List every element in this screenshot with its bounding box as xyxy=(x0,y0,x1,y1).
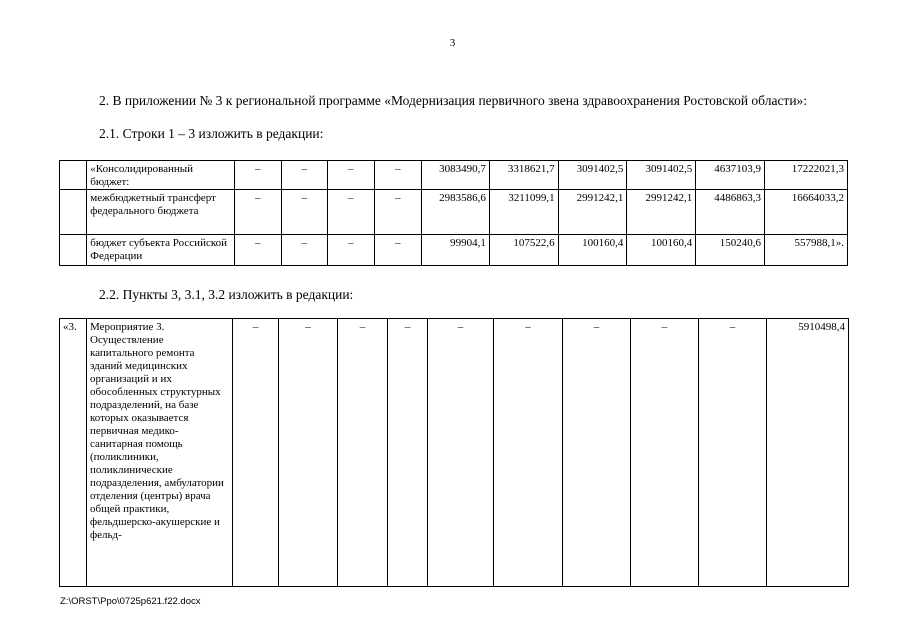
dash-cell: – xyxy=(699,319,767,587)
item-number-cell: «3. xyxy=(60,319,87,587)
value-cell: 3083490,7 xyxy=(422,161,490,190)
dash-cell: – xyxy=(428,319,494,587)
file-path-footer: Z:\ORST\Ppo\0725p621.f22.docx xyxy=(60,596,201,607)
dash-cell: – xyxy=(374,235,422,266)
value-cell: 4486863,3 xyxy=(696,190,765,235)
table-row xyxy=(60,161,848,190)
value-cell: 3091402,5 xyxy=(627,161,696,190)
dash-cell: – xyxy=(281,190,328,235)
value-cell: 107522,6 xyxy=(489,235,558,266)
dash-cell: – xyxy=(631,319,699,587)
dash-cell: – xyxy=(234,161,281,190)
value-cell: 557988,1». xyxy=(764,235,847,266)
dash-cell: – xyxy=(563,319,631,587)
value-cell: 150240,6 xyxy=(696,235,765,266)
dash-cell: – xyxy=(234,190,281,235)
row-label-cell: бюджет субъекта Российской Федерации xyxy=(87,235,235,266)
value-cell: 2991242,1 xyxy=(558,190,627,235)
dash-cell: – xyxy=(233,319,279,587)
budget-table xyxy=(59,160,848,266)
row-number-cell xyxy=(60,161,87,190)
paragraph-lines-1-3: 2.1. Строки 1 – 3 изложить в редакции: xyxy=(99,126,324,141)
row-number-cell xyxy=(60,190,87,235)
item-label-cell: Мероприятие 3. Осуществление капитального ремонта зданий медицинских организаций и их обособленных структурных подразделений, на базе которых оказывается первичная медико-санитарная помощь (поликлиники, поликлинические подразделения, амбулатории отделения (центры) врача общей практики, фельдшерско-акушерские и фельд- xyxy=(87,319,233,587)
dash-cell: – xyxy=(494,319,563,587)
dash-cell: – xyxy=(281,235,328,266)
value-cell: 99904,1 xyxy=(422,235,490,266)
table-row xyxy=(60,319,849,587)
value-cell: 100160,4 xyxy=(558,235,627,266)
table-row xyxy=(60,190,848,235)
dash-cell: – xyxy=(374,190,422,235)
dash-cell: – xyxy=(328,235,375,266)
value-cell: 16664033,2 xyxy=(764,190,847,235)
value-cell: 4637103,9 xyxy=(696,161,765,190)
measure-table xyxy=(59,318,849,587)
paragraph-appendix-3: 2. В приложении № 3 к региональной программе «Модернизация первичного звена здравоохранения Ростовской области»: xyxy=(99,93,808,108)
row-label-cell: «Консолидированный бюджет: xyxy=(87,161,235,190)
value-cell: 3091402,5 xyxy=(558,161,627,190)
dash-cell: – xyxy=(374,161,422,190)
dash-cell: – xyxy=(328,161,375,190)
dash-cell: – xyxy=(234,235,281,266)
dash-cell: – xyxy=(281,161,328,190)
page-number: 3 xyxy=(449,37,456,49)
value-cell: 2991242,1 xyxy=(627,190,696,235)
table-row xyxy=(60,235,848,266)
dash-cell: – xyxy=(279,319,338,587)
row-label-cell: межбюджетный трансферт федерального бюджета xyxy=(87,190,235,235)
dash-cell: – xyxy=(338,319,388,587)
paragraph-items-3: 2.2. Пункты 3, 3.1, 3.2 изложить в редакции: xyxy=(99,287,354,302)
total-value-cell: 5910498,4 xyxy=(767,319,849,587)
value-cell: 3211099,1 xyxy=(489,190,558,235)
dash-cell: – xyxy=(388,319,428,587)
dash-cell: – xyxy=(328,190,375,235)
row-number-cell xyxy=(60,235,87,266)
value-cell: 3318621,7 xyxy=(489,161,558,190)
value-cell: 17222021,3 xyxy=(764,161,847,190)
value-cell: 100160,4 xyxy=(627,235,696,266)
value-cell: 2983586,6 xyxy=(422,190,490,235)
